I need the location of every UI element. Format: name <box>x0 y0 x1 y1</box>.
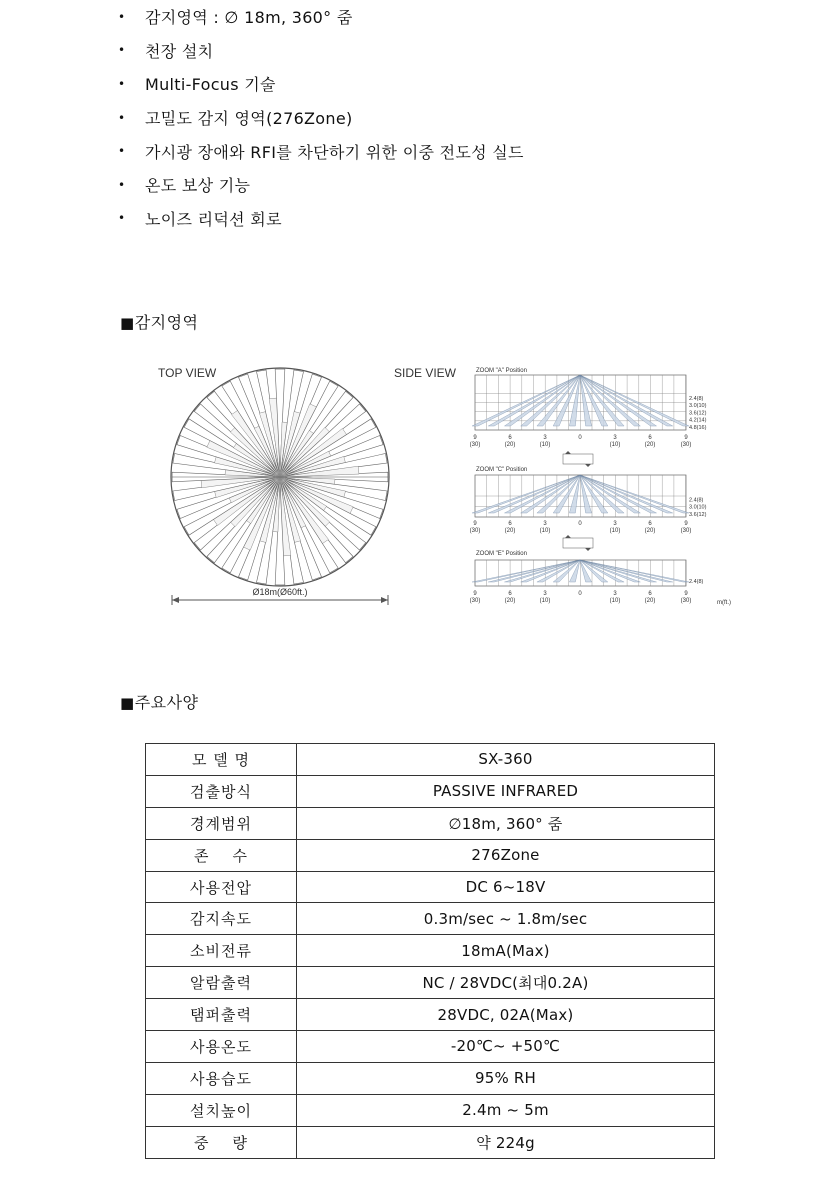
arrow-up-icon <box>565 535 571 538</box>
spec-label: 소비전류 <box>146 935 297 967</box>
tick-label-ft: (30) <box>469 528 481 534</box>
bullet: • <box>118 9 126 24</box>
tick-label: 9 <box>473 521 477 527</box>
spec-label: 검출방식 <box>146 775 297 807</box>
spec-value: 2.4m ~ 5m <box>297 1094 715 1126</box>
zoom-c-label: ZOOM "C" Position <box>476 467 528 473</box>
tick-label-ft: (10) <box>539 528 551 534</box>
feature-item <box>118 0 524 34</box>
spec-value: SX-360 <box>297 744 715 776</box>
side-view-panel-e <box>470 560 704 604</box>
tick-label: 6 <box>508 591 512 597</box>
spec-label: 사용전압 <box>146 871 297 903</box>
spec-value: 0.3m/sec ~ 1.8m/sec <box>297 903 715 935</box>
spec-value: 276Zone <box>297 839 715 871</box>
arrow-left-icon <box>172 597 179 603</box>
table-row <box>146 839 715 871</box>
zoom-box-1 <box>563 454 593 464</box>
tick-label: 0 <box>578 435 582 441</box>
table-row <box>146 775 715 807</box>
table-row <box>146 1126 715 1158</box>
tick-label: 6 <box>508 521 512 527</box>
spec-label: 알람출력 <box>146 967 297 999</box>
feature-text: 노이즈 리덕션 회로 <box>145 209 282 229</box>
table-row <box>146 935 715 967</box>
spec-value: 28VDC, 02A(Max) <box>297 999 715 1031</box>
tick-label: 9 <box>473 591 477 597</box>
spec-label: 설치높이 <box>146 1094 297 1126</box>
tick-label-ft: (20) <box>644 528 656 534</box>
spec-label: 사용온도 <box>146 1031 297 1063</box>
tick-label-ft: (20) <box>504 528 516 534</box>
zoom-box-2 <box>563 538 593 548</box>
bullet: • <box>118 211 126 226</box>
table-row <box>146 903 715 935</box>
section-heading-specifications <box>120 690 199 713</box>
side-view-label: SIDE VIEW <box>394 366 457 380</box>
table-row <box>146 999 715 1031</box>
arrow-up-icon <box>565 451 571 454</box>
spec-label: 경계범위 <box>146 807 297 839</box>
table-row <box>146 807 715 839</box>
tick-label-ft: (10) <box>609 598 621 604</box>
spec-value: -20℃~ +50℃ <box>297 1031 715 1063</box>
spec-value: 95% RH <box>297 1062 715 1094</box>
zoom-a-label: ZOOM "A" Position <box>476 368 527 374</box>
tick-label-ft: (20) <box>504 598 516 604</box>
feature-item <box>118 67 524 101</box>
bullet: • <box>118 43 126 58</box>
tick-label: 6 <box>648 521 652 527</box>
spec-label: 감지속도 <box>146 903 297 935</box>
tick-label: 9 <box>473 435 477 441</box>
arrow-down-icon <box>585 548 591 551</box>
height-label: 2.4(8) <box>689 497 704 504</box>
tick-label: 3 <box>613 591 617 597</box>
feature-item <box>118 101 524 135</box>
spec-value: DC 6~18V <box>297 871 715 903</box>
tick-label: 3 <box>543 521 547 527</box>
tick-label: 3 <box>613 521 617 527</box>
spec-label: 존 수 <box>146 839 297 871</box>
diameter-label: Ø18m(Ø60ft.) <box>252 587 308 597</box>
arrow-right-icon <box>381 597 388 603</box>
tick-label-ft: (30) <box>469 598 481 604</box>
spec-value: 18mA(Max) <box>297 935 715 967</box>
tick-label: 3 <box>543 591 547 597</box>
table-row <box>146 1094 715 1126</box>
height-label: 3.0(10) <box>689 504 707 511</box>
feature-text: 가시광 장애와 RFI를 차단하기 위한 이중 전도성 실드 <box>145 142 524 162</box>
table-row <box>146 744 715 776</box>
spec-value: ∅18m, 360° 줌 <box>297 807 715 839</box>
tick-label-ft: (30) <box>680 528 692 534</box>
heading-text: 주요사양 <box>134 693 199 712</box>
feature-text: Multi-Focus 기술 <box>145 75 276 95</box>
tick-label: 0 <box>578 591 582 597</box>
feature-text: 온도 보상 기능 <box>145 176 251 196</box>
tick-label-ft: (10) <box>539 598 551 604</box>
tick-label: 6 <box>508 435 512 441</box>
feature-text: 감지영역 : ∅ 18m, 360° 줌 <box>145 8 353 28</box>
bullet: • <box>118 177 126 192</box>
feature-item <box>118 202 524 236</box>
spec-label: 중 량 <box>146 1126 297 1158</box>
tick-label-ft: (30) <box>680 442 692 448</box>
tick-label-ft: (30) <box>680 598 692 604</box>
feature-text: 고밀도 감지 영역(276Zone) <box>145 109 353 129</box>
tick-label: 6 <box>648 435 652 441</box>
table-row <box>146 871 715 903</box>
height-label: 2.4(8) <box>689 578 704 585</box>
tick-label-ft: (10) <box>609 528 621 534</box>
tick-label: 0 <box>578 521 582 527</box>
tick-label: 3 <box>543 435 547 441</box>
spec-label: 사용습도 <box>146 1062 297 1094</box>
square-marker: ■ <box>120 694 135 712</box>
bullet: • <box>118 110 126 125</box>
tick-label-ft: (20) <box>644 442 656 448</box>
bullet: • <box>118 144 126 159</box>
tick-label-ft: (30) <box>469 442 481 448</box>
feature-item <box>118 134 524 168</box>
height-label: 3.0(10) <box>689 403 707 410</box>
zoom-e-label: ZOOM "E" Position <box>476 551 527 557</box>
bullet: • <box>118 76 126 91</box>
square-marker: ■ <box>120 314 135 332</box>
spec-value: PASSIVE INFRARED <box>297 775 715 807</box>
height-label: 4.2(14) <box>689 417 707 424</box>
feature-item <box>118 34 524 68</box>
unit-label: m(ft.) <box>717 600 731 606</box>
tick-label-ft: (10) <box>539 442 551 448</box>
tick-label: 9 <box>684 521 688 527</box>
specification-table <box>145 743 715 1159</box>
table-row <box>146 1031 715 1063</box>
section-heading-detection-area <box>120 310 199 333</box>
feature-text: 천장 설치 <box>145 41 214 61</box>
tick-label-ft: (20) <box>504 442 516 448</box>
tick-label-ft: (20) <box>644 598 656 604</box>
tick-label: 6 <box>648 591 652 597</box>
spec-value: NC / 28VDC(최대0.2A) <box>297 967 715 999</box>
spec-value: 약 224g <box>297 1126 715 1158</box>
height-label: 3.6(12) <box>689 511 707 518</box>
side-view-panel-a <box>470 375 707 448</box>
tick-label: 9 <box>684 591 688 597</box>
height-label: 2.4(8) <box>689 396 704 402</box>
side-view-panels <box>470 368 731 606</box>
arrow-down-icon <box>585 464 591 467</box>
detection-area-diagram <box>150 355 760 630</box>
feature-item <box>118 168 524 202</box>
height-label: 4.8(16) <box>689 424 707 431</box>
table-row <box>146 967 715 999</box>
top-view-circle <box>171 368 389 605</box>
spec-label: 모 델 명 <box>146 744 297 776</box>
top-view-label: TOP VIEW <box>158 366 217 380</box>
table-row <box>146 1062 715 1094</box>
tick-label: 3 <box>613 435 617 441</box>
tick-label-ft: (10) <box>609 442 621 448</box>
side-view-panel-c <box>470 475 707 534</box>
tick-label: 9 <box>684 435 688 441</box>
feature-list <box>118 0 524 235</box>
height-label: 3.6(12) <box>689 410 707 417</box>
heading-text: 감지영역 <box>134 313 199 332</box>
spec-label: 탬퍼출력 <box>146 999 297 1031</box>
